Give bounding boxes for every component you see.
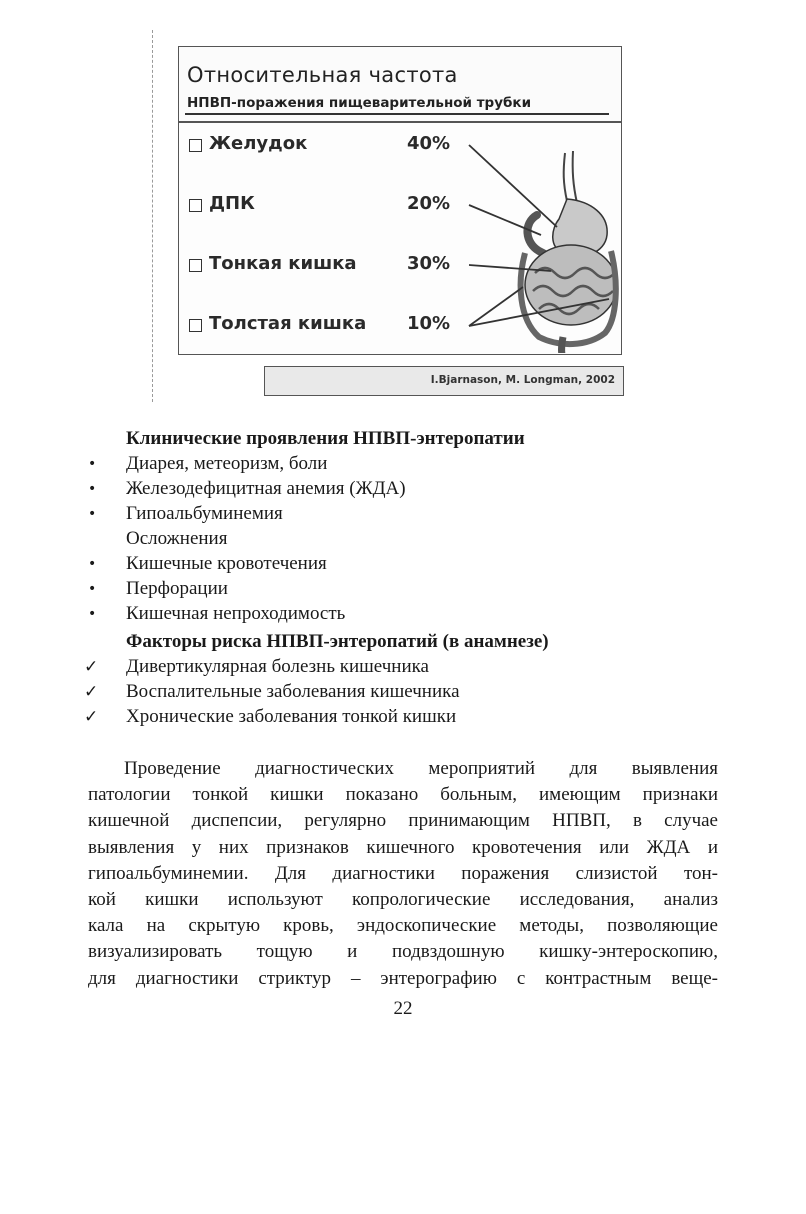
list-item <box>80 603 740 627</box>
list-item-text: Гипоальбуминемия <box>126 503 283 524</box>
list-item <box>80 453 740 477</box>
paragraph-line: кишечной диспепсии, регулярно принимающим НПВП, в случае <box>88 810 718 832</box>
bullet-icon: • <box>88 506 97 522</box>
organ-percent: 30% <box>407 253 451 274</box>
digestive-tract-illustration <box>179 123 620 353</box>
checkmark-icon: ✓ <box>84 707 99 727</box>
list-item <box>80 528 740 552</box>
figure-source-box <box>264 366 624 396</box>
paragraph-line: патологии тонкой кишки показано больным, имеющим признаки <box>88 784 718 806</box>
organ-name: ДПК <box>209 193 255 214</box>
list-item <box>80 656 740 680</box>
bullet-icon: • <box>88 581 97 597</box>
body-paragraph <box>88 756 718 992</box>
list-item-text: Осложнения <box>126 528 228 549</box>
list-item-text: Воспалительные заболевания кишечника <box>126 681 460 702</box>
organ-name: Толстая кишка <box>209 313 367 334</box>
bullet-icon: • <box>88 606 97 622</box>
organ-name: Желудок <box>209 133 308 154</box>
list-item <box>80 503 740 527</box>
list-item-text: Перфорации <box>126 578 228 599</box>
paragraph-line: кой кишки используют копрологические исследования, анализ <box>88 888 718 910</box>
figure-title: Относительная частота <box>187 63 458 87</box>
list-item-text: Диарея, метеоризм, боли <box>126 453 328 474</box>
list-item <box>80 681 740 705</box>
page-number: 22 <box>393 998 413 1019</box>
bullet-icon: • <box>88 456 97 472</box>
checkmark-icon: ✓ <box>84 657 99 677</box>
list-item <box>80 553 740 577</box>
paragraph-line: Проведение диагностических мероприятий для выявления <box>124 758 718 779</box>
checkmark-icon: ✓ <box>84 682 99 702</box>
figure-title-box <box>178 46 622 122</box>
list-item <box>80 578 740 602</box>
figure-subtitle: НПВП-поражения пищеварительной трубки <box>187 95 532 111</box>
bullet-icon: • <box>88 481 97 497</box>
pointer-line-stomach <box>469 145 557 227</box>
figure-main-panel <box>178 122 622 355</box>
gi-lesion-frequency-figure <box>152 30 630 402</box>
paragraph-line: визуализировать тощую и подвздошную кишку-энтероскопию, <box>88 941 718 963</box>
clinical-heading: Клинические проявления НПВП-энтеропатии <box>126 428 525 449</box>
list-item-text: Хронические заболевания тонкой кишки <box>126 706 457 727</box>
figure-source: I.Bjarnason, M. Longman, 2002 <box>430 374 615 386</box>
list-item-text: Дивертикулярная болезнь кишечника <box>126 656 429 677</box>
risk-heading: Факторы риска НПВП-энтеропатий (в анамнезе) <box>126 631 549 652</box>
figure-subtitle-underline <box>185 113 609 115</box>
organ-name: Тонкая кишка <box>209 253 357 274</box>
bullet-icon: • <box>88 556 97 572</box>
paragraph-line: гипоальбуминемии. Для диагностики поражения слизистой тон- <box>88 862 718 884</box>
list-item <box>80 706 740 730</box>
paragraph-line: выявления у них признаков кишечного кровотечения или ЖДА и <box>88 836 718 858</box>
list-item <box>80 478 740 502</box>
figure-guide-line <box>152 30 153 402</box>
organ-percent: 20% <box>407 193 451 214</box>
list-item-text: Кишечные кровотечения <box>126 553 327 574</box>
organ-percent: 40% <box>407 133 451 154</box>
list-item-text: Железодефицитная анемия (ЖДА) <box>126 478 406 499</box>
paragraph-line: кала на скрытую кровь, эндоскопические методы, позволяющие <box>88 915 718 937</box>
list-item-text: Кишечная непроходимость <box>126 603 346 624</box>
organ-percent: 10% <box>407 313 451 334</box>
paragraph-line: для диагностики стриктур – энтерографию с контрастным веще- <box>88 967 718 989</box>
